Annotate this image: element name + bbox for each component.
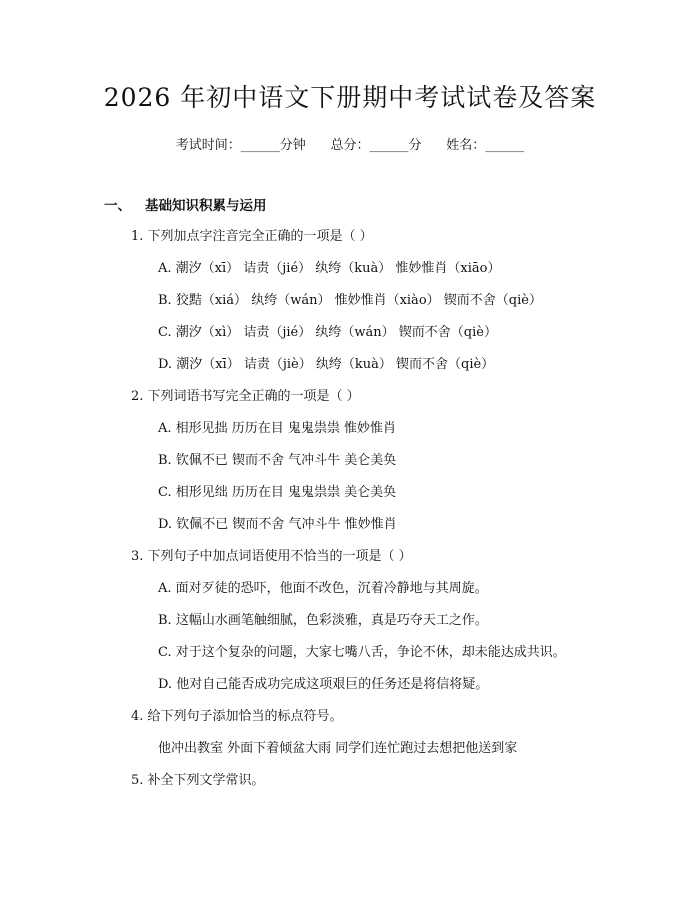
question-option: C. 潮汐（xì） 诘责（jié） 纨绔（wán） 锲而不舍（qiè） [158,325,497,340]
section-number: 一、 [104,198,131,214]
question-option: C. 对于这个复杂的问题，大家七嘴八舌，争论不休，却未能达成共识。 [158,645,566,660]
question-option: A. 相形见拙 历历在目 鬼鬼祟祟 惟妙惟肖 [158,421,397,436]
section-heading [104,194,267,214]
question-option: D. 潮汐（xī） 诘责（jiè） 纨绔（kuà） 锲而不舍（qiè） [158,357,495,372]
question-option: A. 潮汐（xī） 诘责（jié） 纨绔（kuà） 惟妙惟肖（xiāo） [158,261,501,276]
question-stem: 3. 下列句子中加点词语使用不恰当的一项是（ ） [131,549,412,564]
question-option: C. 相形见绌 历历在目 鬼鬼祟祟 美仑美奂 [158,485,397,500]
question-stem: 4. 给下列句子添加恰当的标点符号。 [131,709,343,724]
punctuation-sentence: 他冲出教室 外面下着倾盆大雨 同学们连忙跑过去想把他送到家 [158,741,518,756]
page-title: 2026 年初中语文下册期中考试试卷及答案 [103,83,597,112]
question-option: B. 狡黠（xiá） 纨绔（wán） 惟妙惟肖（xiào） 锲而不舍（qiè） [158,293,542,308]
question-stem: 1. 下列加点字注音完全正确的一项是（ ） [131,229,373,244]
question-stem: 2. 下列词语书写完全正确的一项是（ ） [131,389,360,404]
question-option: A. 面对歹徒的恐吓，他面不改色，沉着冷静地与其周旋。 [158,581,488,596]
section-title: 基础知识积累与运用 [145,198,267,214]
question-option: B. 这幅山水画笔触细腻，色彩淡雅，真是巧夺天工之作。 [158,613,488,628]
question-option: B. 钦佩不已 锲而不舍 气冲斗牛 美仑美奂 [158,453,397,468]
question-stem: 5. 补全下列文学常识。 [131,773,265,788]
question-option: D. 他对自己能否成功完成这项艰巨的任务还是将信将疑。 [158,677,489,692]
exam-meta-line: 考试时间：______分钟 总分：______分 姓名：______ [175,138,525,153]
question-option: D. 钦佩不已 锲而不舍 气冲斗牛 惟妙惟肖 [158,517,397,532]
